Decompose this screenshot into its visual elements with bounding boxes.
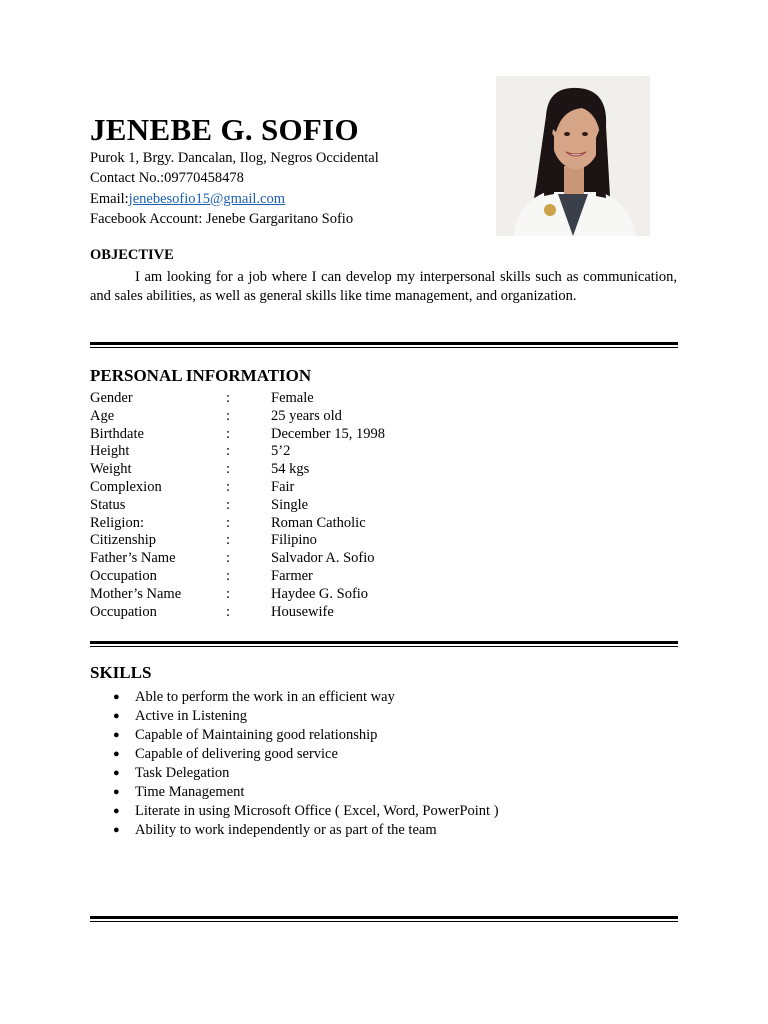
personal-info-separator: :: [226, 496, 231, 513]
contact-block: [90, 148, 379, 229]
personal-info-separator: :: [226, 567, 231, 584]
skill-text: Active in Listening: [135, 708, 247, 724]
bullet-icon: ●: [113, 786, 120, 798]
section-divider: [90, 342, 678, 348]
skill-text: Task Delegation: [135, 765, 230, 781]
bullet-icon: ●: [113, 729, 120, 741]
personal-info-separator: :: [226, 425, 231, 442]
personal-info-separator: :: [226, 478, 231, 495]
objective-heading: OBJECTIVE: [90, 247, 174, 263]
personal-info-separator: :: [226, 443, 231, 460]
skill-item: [90, 783, 499, 802]
personal-info-separator: :: [226, 550, 231, 567]
personal-info-value: Housewife: [271, 603, 334, 620]
personal-info-value: Single: [271, 496, 309, 513]
contact-number: Contact No.:09770458478: [90, 170, 244, 187]
personal-info-label: Religion:: [90, 514, 144, 531]
personal-info-label: Birthdate: [90, 425, 144, 442]
personal-info-separator: :: [226, 585, 231, 602]
personal-info-separator: :: [226, 603, 231, 620]
skill-text: Able to perform the work in an efficient way: [135, 689, 395, 705]
bullet-icon: ●: [113, 767, 120, 779]
personal-info-label: Occupation: [90, 567, 157, 584]
skill-text: Ability to work independently or as part of the team: [135, 822, 437, 838]
personal-info-separator: :: [226, 407, 231, 424]
objective-text: I am looking for a job where I can develop my interpersonal skills such as communication, and sales abilities, as well as general skills like time management, and organization.: [90, 269, 677, 304]
personal-info-separator: :: [226, 532, 231, 549]
skill-item: [90, 745, 499, 764]
personal-info-label: Gender: [90, 390, 133, 406]
personal-info-value: Roman Catholic: [271, 514, 366, 531]
personal-info-value: Female: [271, 390, 314, 406]
personal-info-label: Age: [90, 407, 115, 424]
skill-item: [90, 764, 499, 783]
bullet-icon: ●: [113, 748, 120, 760]
personal-info-label: Height: [90, 443, 130, 460]
applicant-name: JENEBE G. SOFIO: [90, 112, 359, 147]
personal-info-value: Farmer: [271, 567, 313, 584]
personal-info-value: Filipino: [271, 532, 317, 549]
email-line: [90, 189, 379, 209]
skill-text: Literate in using Microsoft Office ( Excel, Word, PowerPoint ): [135, 803, 499, 819]
skill-item: [90, 707, 499, 726]
personal-info-label: Status: [90, 496, 126, 513]
personal-info-separator: :: [226, 514, 231, 531]
personal-info-label: Father’s Name: [90, 550, 176, 567]
skill-text: Time Management: [135, 784, 245, 800]
personal-info-value: Fair: [271, 478, 295, 495]
personal-info-value: December 15, 1998: [271, 425, 385, 442]
profile-photo-image: [496, 76, 650, 236]
skill-item: [90, 726, 499, 745]
section-divider: [90, 916, 678, 922]
personal-info-label: Complexion: [90, 478, 162, 495]
personal-info-label: Weight: [90, 461, 132, 478]
personal-info-value: 5’2: [271, 443, 291, 460]
personal-info-value: Salvador A. Sofio: [271, 550, 375, 567]
personal-info-value: 25 years old: [271, 407, 342, 424]
section-divider: [90, 641, 678, 647]
bullet-icon: ●: [113, 710, 120, 722]
bullet-icon: ●: [113, 691, 120, 703]
profile-photo: [496, 76, 650, 236]
email-label: Email:: [90, 190, 129, 207]
skill-item: [90, 821, 499, 840]
personal-info-label: Citizenship: [90, 532, 157, 549]
bullet-icon: ●: [113, 824, 120, 836]
bullet-icon: ●: [113, 805, 120, 817]
skills-list: [90, 688, 499, 840]
skills-heading: SKILLS: [90, 663, 152, 682]
address: Purok 1, Brgy. Dancalan, Ilog, Negros Occidental: [90, 150, 379, 166]
facebook-account: Facebook Account: Jenebe Gargaritano Sofio: [90, 210, 354, 227]
personal-info-separator: :: [226, 390, 231, 406]
skill-item: [90, 688, 499, 707]
personal-info-label: Mother’s Name: [90, 585, 182, 602]
personal-information-heading: PERSONAL INFORMATION: [90, 366, 312, 385]
personal-info-value: 54 kgs: [271, 461, 310, 478]
skill-text: Capable of Maintaining good relationship: [135, 727, 378, 743]
email-link[interactable]: jenebesofio15@gmail.com: [128, 190, 285, 207]
personal-info-separator: :: [226, 461, 231, 478]
personal-info-value: Haydee G. Sofio: [271, 585, 369, 602]
skill-item: [90, 802, 499, 821]
skill-text: Capable of delivering good service: [135, 746, 338, 762]
personal-info-label: Occupation: [90, 603, 157, 620]
